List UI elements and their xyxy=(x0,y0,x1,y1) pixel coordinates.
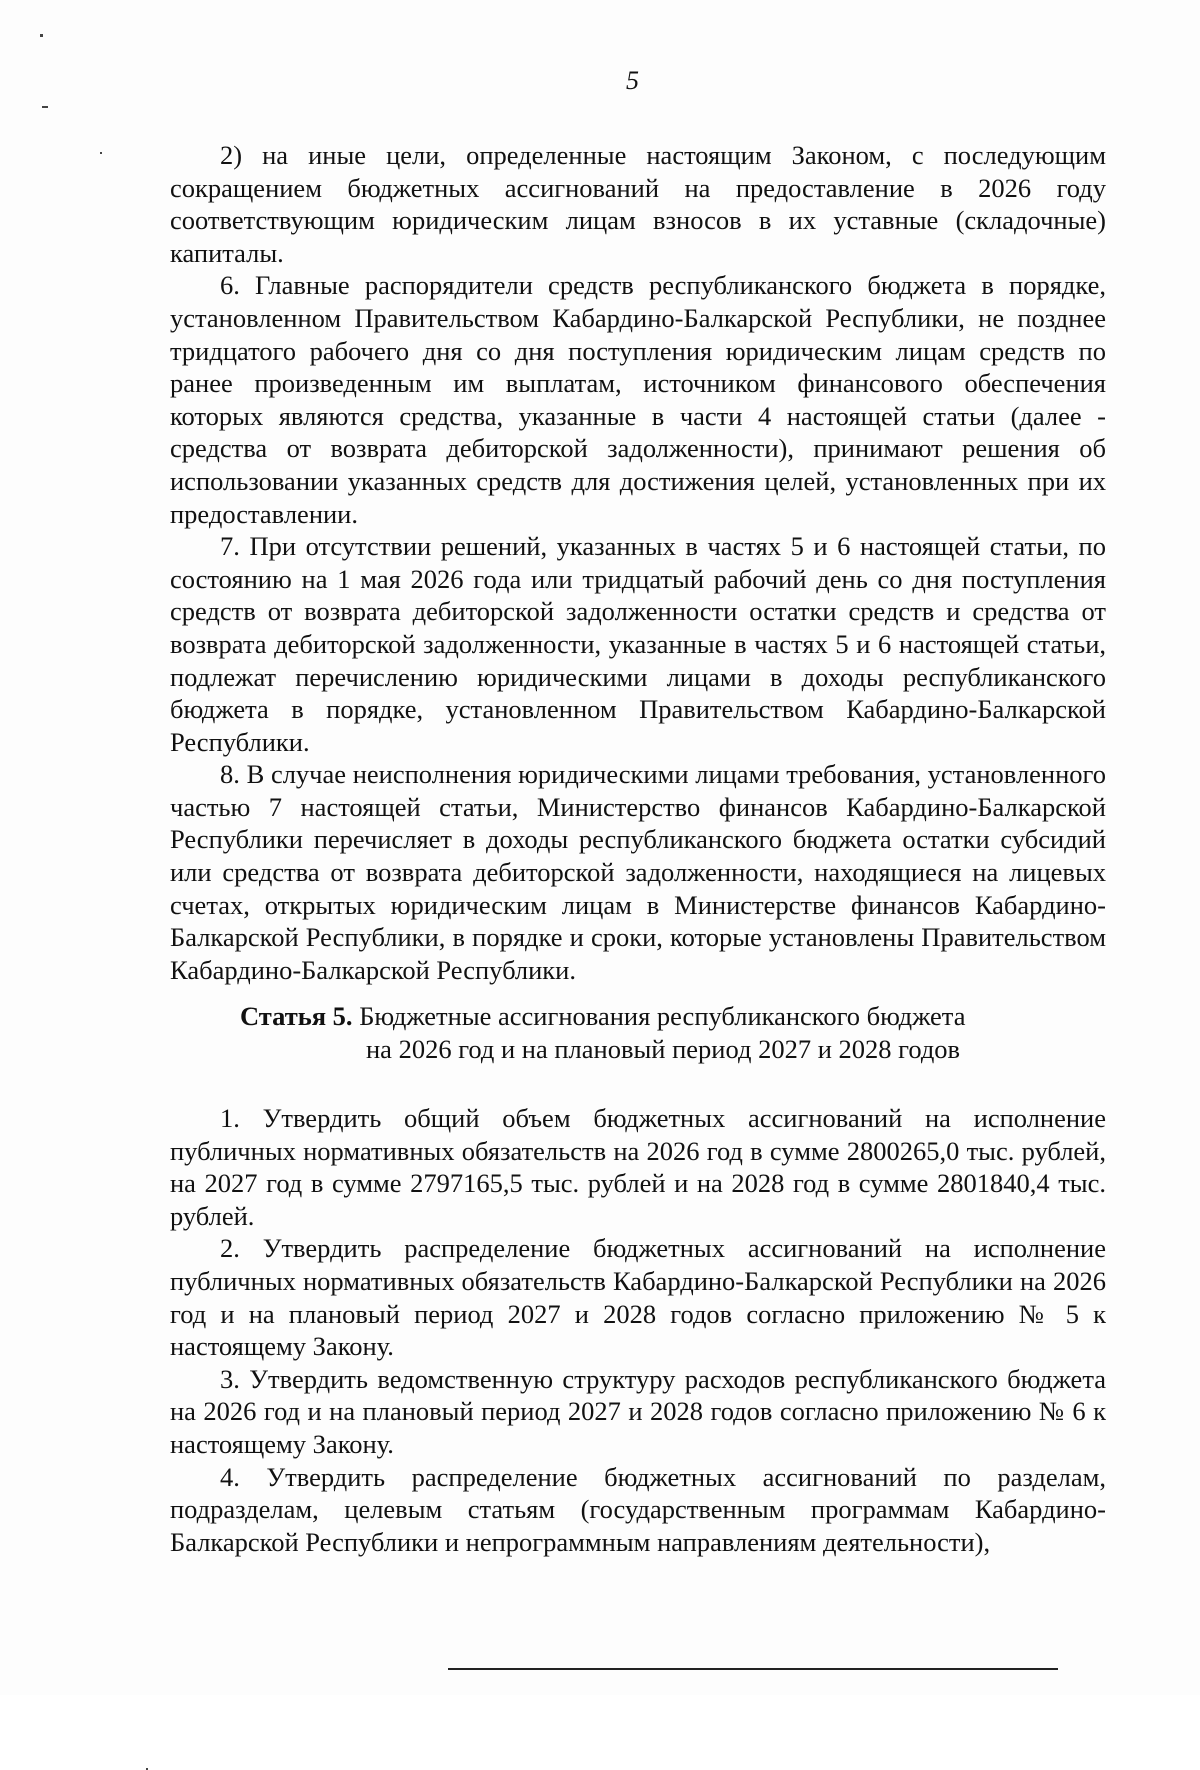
scan-speck xyxy=(40,34,43,37)
page-number: 5 xyxy=(626,66,639,95)
scan-speck xyxy=(42,106,48,108)
paragraph-part-1: 1. Утвердить общий объем бюджетных ассигнований на исполнение публичных нормативных обязательств на 2026 год в сумме 2800265,0 тыс. рублей, на 2027 год в сумме 2797165,5 тыс. рублей и на 2028 год в сумме 2801840,4 тыс. рублей. xyxy=(170,1103,1106,1231)
article-heading xyxy=(240,1000,1060,1065)
bottom-paragraphs xyxy=(170,1102,1106,1558)
paragraph-part-8: 8. В случае неисполнения юридическими лицами требования, установленного частью 7 настоящей статьи, Министерство финансов Кабардино-Балкарской Республики перечисляет в доходы республиканского бюджета остатки субсидий или средства от возврата дебиторской задолженности, находящиеся на лицевых счетах, открытых юридическим лицам в Министерстве финансов Кабардино-Балкарской Республики, в порядке и сроки, которые установлены Правительством Кабардино-Балкарской Республики. xyxy=(170,759,1106,985)
article-label: Статья 5. xyxy=(240,1001,353,1031)
paragraph-part-4: 4. Утвердить распределение бюджетных ассигнований по разделам, подразделам, целевым статьям (государственным программам Кабардино-Балкарской Республики и непрограммным направлениям деятельности), xyxy=(170,1461,1106,1557)
paragraph-part-2: 2. Утвердить распределение бюджетных ассигнований на исполнение публичных нормативных обязательств Кабардино-Балкарской Республики на 2026 год и на плановый период 2027 и 2028 годов согласно приложению № 5 к настоящему Закону. xyxy=(170,1233,1106,1362)
article-title-line1: Бюджетные ассигнования республиканского бюджета xyxy=(359,1001,966,1031)
footer-rule xyxy=(448,1668,1058,1670)
paragraph-part-3: 3. Утвердить ведомственную структуру расходов республиканского бюджета на 2026 год и на плановый период 2027 и 2028 годов согласно приложению № 6 к настоящему Закону. xyxy=(170,1363,1106,1459)
paragraph-item-2: 2) на иные цели, определенные настоящим Законом, с последующим сокращением бюджетных ассигнований на предоставление в 2026 году соответствующим юридическим лицам взносов в их уставные (складочные) капиталы. xyxy=(170,140,1106,268)
article-title-line2: на 2026 год и на плановый период 2027 и 2028 годов xyxy=(366,1033,961,1064)
top-paragraphs xyxy=(170,139,1106,986)
paragraph-part-7: 7. При отсутствии решений, указанных в частях 5 и 6 настоящей статьи, по состоянию на 1 мая 2026 года или тридцатый рабочий день со дня поступления средств от возврата дебиторской задолженности остатки средств и средства от возврата дебиторской задолженности, указанные в частях 5 и 6 настоящей статьи, подлежат перечислению юридическими лицами в доходы республиканского бюджета в порядке, установленном Правительством Кабардино-Балкарской Республики. xyxy=(170,531,1106,757)
scan-speck xyxy=(100,152,102,154)
paragraph-part-6: 6. Главные распорядители средств республиканского бюджета в порядке, установленном Правительством Кабардино-Балкарской Республики, не позднее тридцатого рабочего дня со дня поступления юридическим лицам средств по ранее произведенным им выплатам, источником финансового обеспечения которых являются средства, указанные в части 4 настоящей статьи (далее - средства от возврата дебиторской задолженности), принимают решения об использовании указанных средств для достижения целей, установленных при их предоставлении. xyxy=(170,270,1106,529)
